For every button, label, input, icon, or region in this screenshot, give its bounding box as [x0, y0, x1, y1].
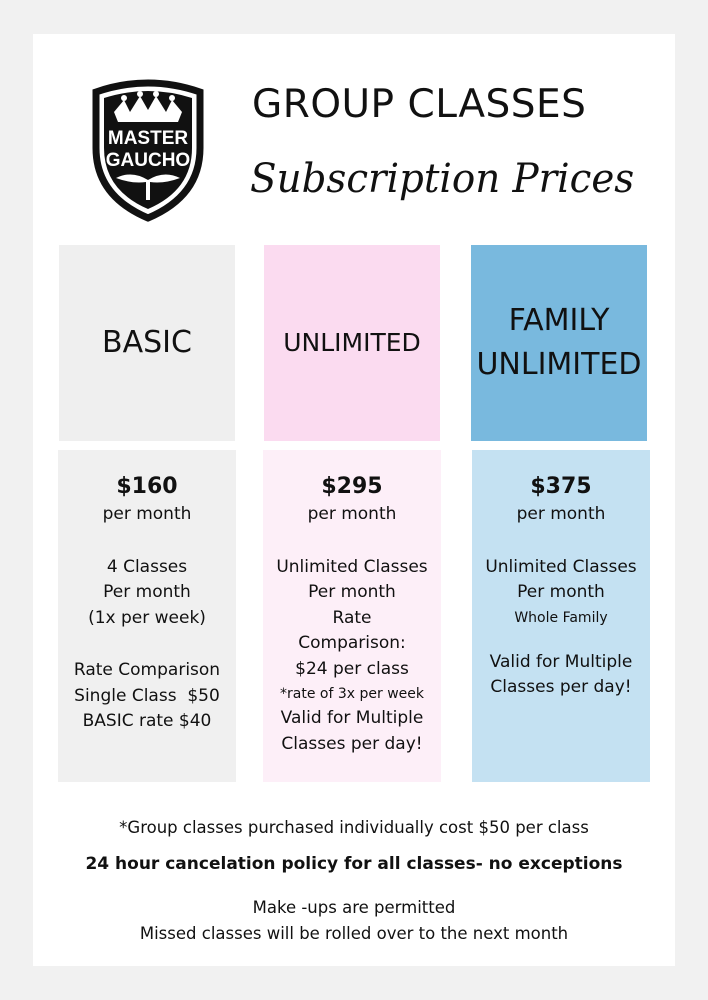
plan-extra: BASIC rate $40	[82, 711, 212, 731]
rollover-note: Missed classes will be rolled over to the next month	[139, 924, 569, 943]
plan-period: per month	[516, 504, 606, 524]
cancelation-policy: 24 hour cancelation policy for all classes- no exceptions	[85, 854, 623, 874]
plan-details-unlimited	[263, 450, 441, 782]
makeups-note: Make -ups are permitted	[252, 898, 456, 917]
plan-period: per month	[307, 504, 397, 524]
plan-details-family-unlimited	[472, 450, 650, 782]
plan-header-family-unlimited	[471, 245, 647, 441]
plan-note: Whole Family	[514, 609, 608, 626]
plan-extra: Valid for Multiple	[280, 708, 424, 728]
plan-header-unlimited	[264, 245, 440, 441]
plan-feature: Comparison:	[298, 633, 406, 653]
plan-feature: $24 per class	[295, 658, 409, 679]
footer-note: *Group classes purchased individually cost $50 per class	[119, 818, 589, 837]
page-subtitle: Subscription Prices	[250, 156, 635, 202]
logo-text-gaucho: GAUCHO	[105, 150, 191, 171]
plan-extra: Valid for Multiple	[489, 651, 633, 672]
plan-period: per month	[102, 504, 192, 524]
plan-extra: Classes per day!	[490, 677, 632, 697]
plan-feature: Unlimited Classes	[485, 556, 637, 577]
plan-extra: Rate Comparison	[73, 660, 221, 680]
plan-extra: Classes per day!	[281, 733, 423, 754]
plan-feature: Unlimited Classes	[276, 556, 428, 577]
plan-name-line2: UNLIMITED	[476, 347, 642, 382]
plan-price: $160	[116, 474, 178, 499]
plan-feature: Per month	[103, 582, 191, 602]
plan-name: BASIC	[102, 325, 192, 360]
plan-feature: Per month	[308, 582, 396, 602]
crown-shield-logo-icon	[88, 78, 208, 222]
plan-feature: Rate	[332, 607, 372, 628]
plan-name-line1: FAMILY	[508, 303, 610, 338]
plan-feature: (1x per week)	[88, 607, 206, 628]
plan-price: $375	[530, 474, 592, 499]
plan-details-basic	[58, 450, 236, 782]
plan-name: UNLIMITED	[283, 328, 421, 357]
plan-extra: Single Class $50	[74, 685, 220, 706]
plan-header-basic	[59, 245, 235, 441]
plan-feature: 4 Classes	[106, 556, 188, 577]
plan-note: *rate of 3x per week	[280, 686, 424, 702]
logo-text-master: MASTER	[107, 128, 189, 149]
plan-price: $295	[321, 474, 383, 499]
page-title: GROUP CLASSES	[252, 82, 587, 127]
plan-feature: Per month	[517, 582, 605, 602]
